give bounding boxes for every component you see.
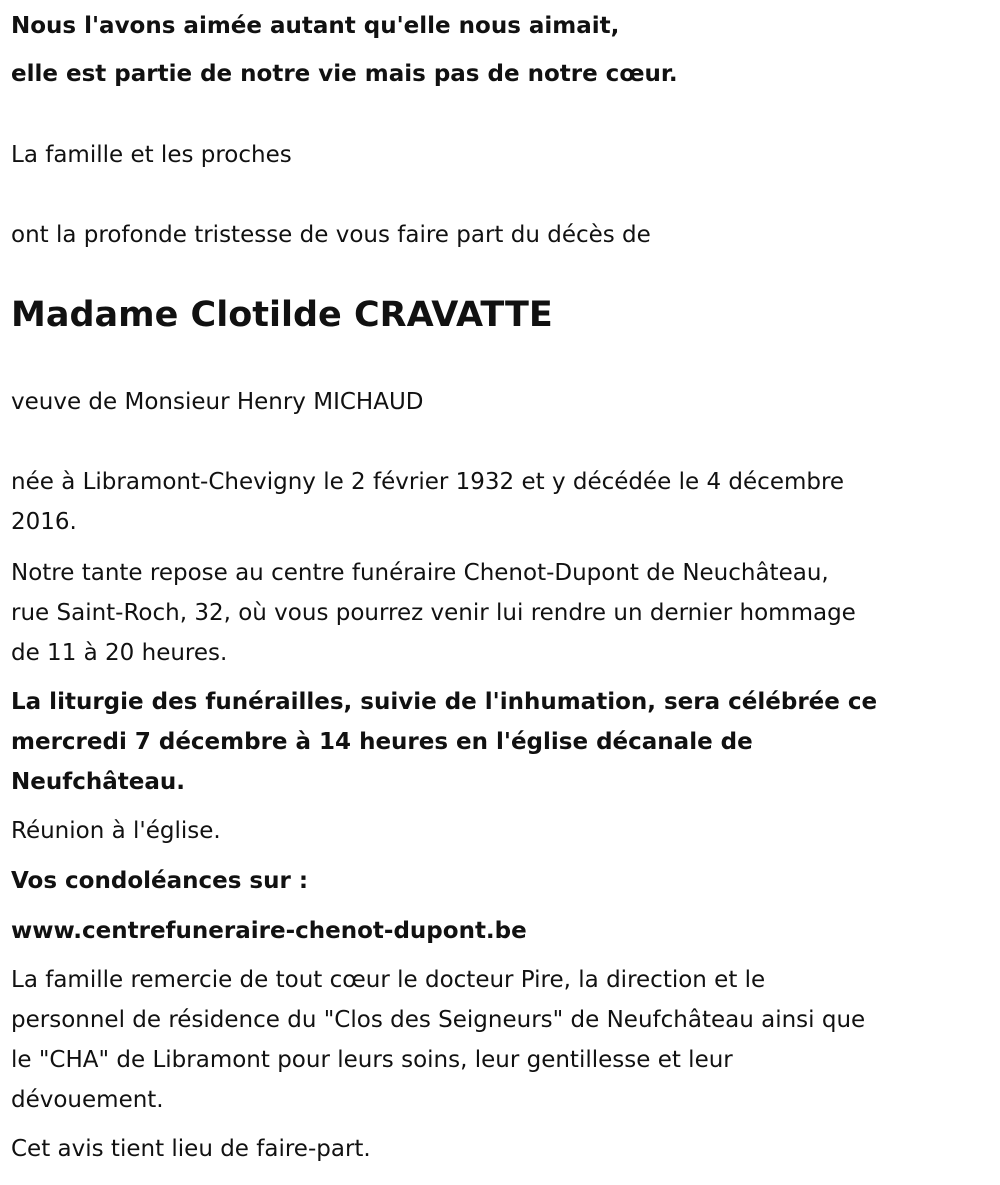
funeral-line-2: mercredi 7 décembre à 14 heures en l'église décanale de [11,729,753,755]
deceased-name: Madame Clotilde CRAVATTE [11,295,553,335]
birth-death-line-1: née à Libramont-Chevigny le 2 février 1932 et y décédée le 4 décembre [11,469,845,495]
thanks-line-3: le "CHA" de Libramont pour leurs soins, leur gentillesse et leur [11,1047,733,1073]
repose-line-2: rue Saint-Roch, 32, où vous pourrez venir lui rendre un dernier hommage [11,600,856,626]
birth-death-paragraph [11,462,993,542]
funeral-line-3: Neufchâteau. [11,769,185,795]
repose-line-3: de 11 à 20 heures. [11,640,228,666]
closing-text: Cet avis tient lieu de faire-part. [11,1136,371,1162]
funeral-line-1: La liturgie des funérailles, suivie de l'inhumation, sera célébrée ce [11,689,878,715]
meeting-text: Réunion à l'église. [11,818,221,844]
epigraph-line-2: elle est partie de notre vie mais pas de notre cœur. [11,61,678,87]
thanks-paragraph [11,960,993,1120]
repose-paragraph [11,553,993,673]
spouse-text: veuve de Monsieur Henry MICHAUD [11,389,424,415]
thanks-line-1: La famille remercie de tout cœur le docteur Pire, la direction et le [11,967,766,993]
funeral-paragraph [11,682,993,802]
thanks-line-2: personnel de résidence du "Clos des Seigneurs" de Neufchâteau ainsi que [11,1007,866,1033]
birth-death-line-2: 2016. [11,509,77,535]
condolences-url[interactable]: www.centrefuneraire-chenot-dupont.be [11,918,527,944]
thanks-line-4: dévouement. [11,1087,164,1113]
announcers-text: La famille et les proches [11,142,292,168]
repose-line-1: Notre tante repose au centre funéraire Chenot-Dupont de Neuchâteau, [11,560,829,586]
condolences-label: Vos condoléances sur : [11,868,309,894]
announcement-text: ont la profonde tristesse de vous faire part du décès de [11,222,651,248]
epigraph-line-1: Nous l'avons aimée autant qu'elle nous aimait, [11,13,620,39]
